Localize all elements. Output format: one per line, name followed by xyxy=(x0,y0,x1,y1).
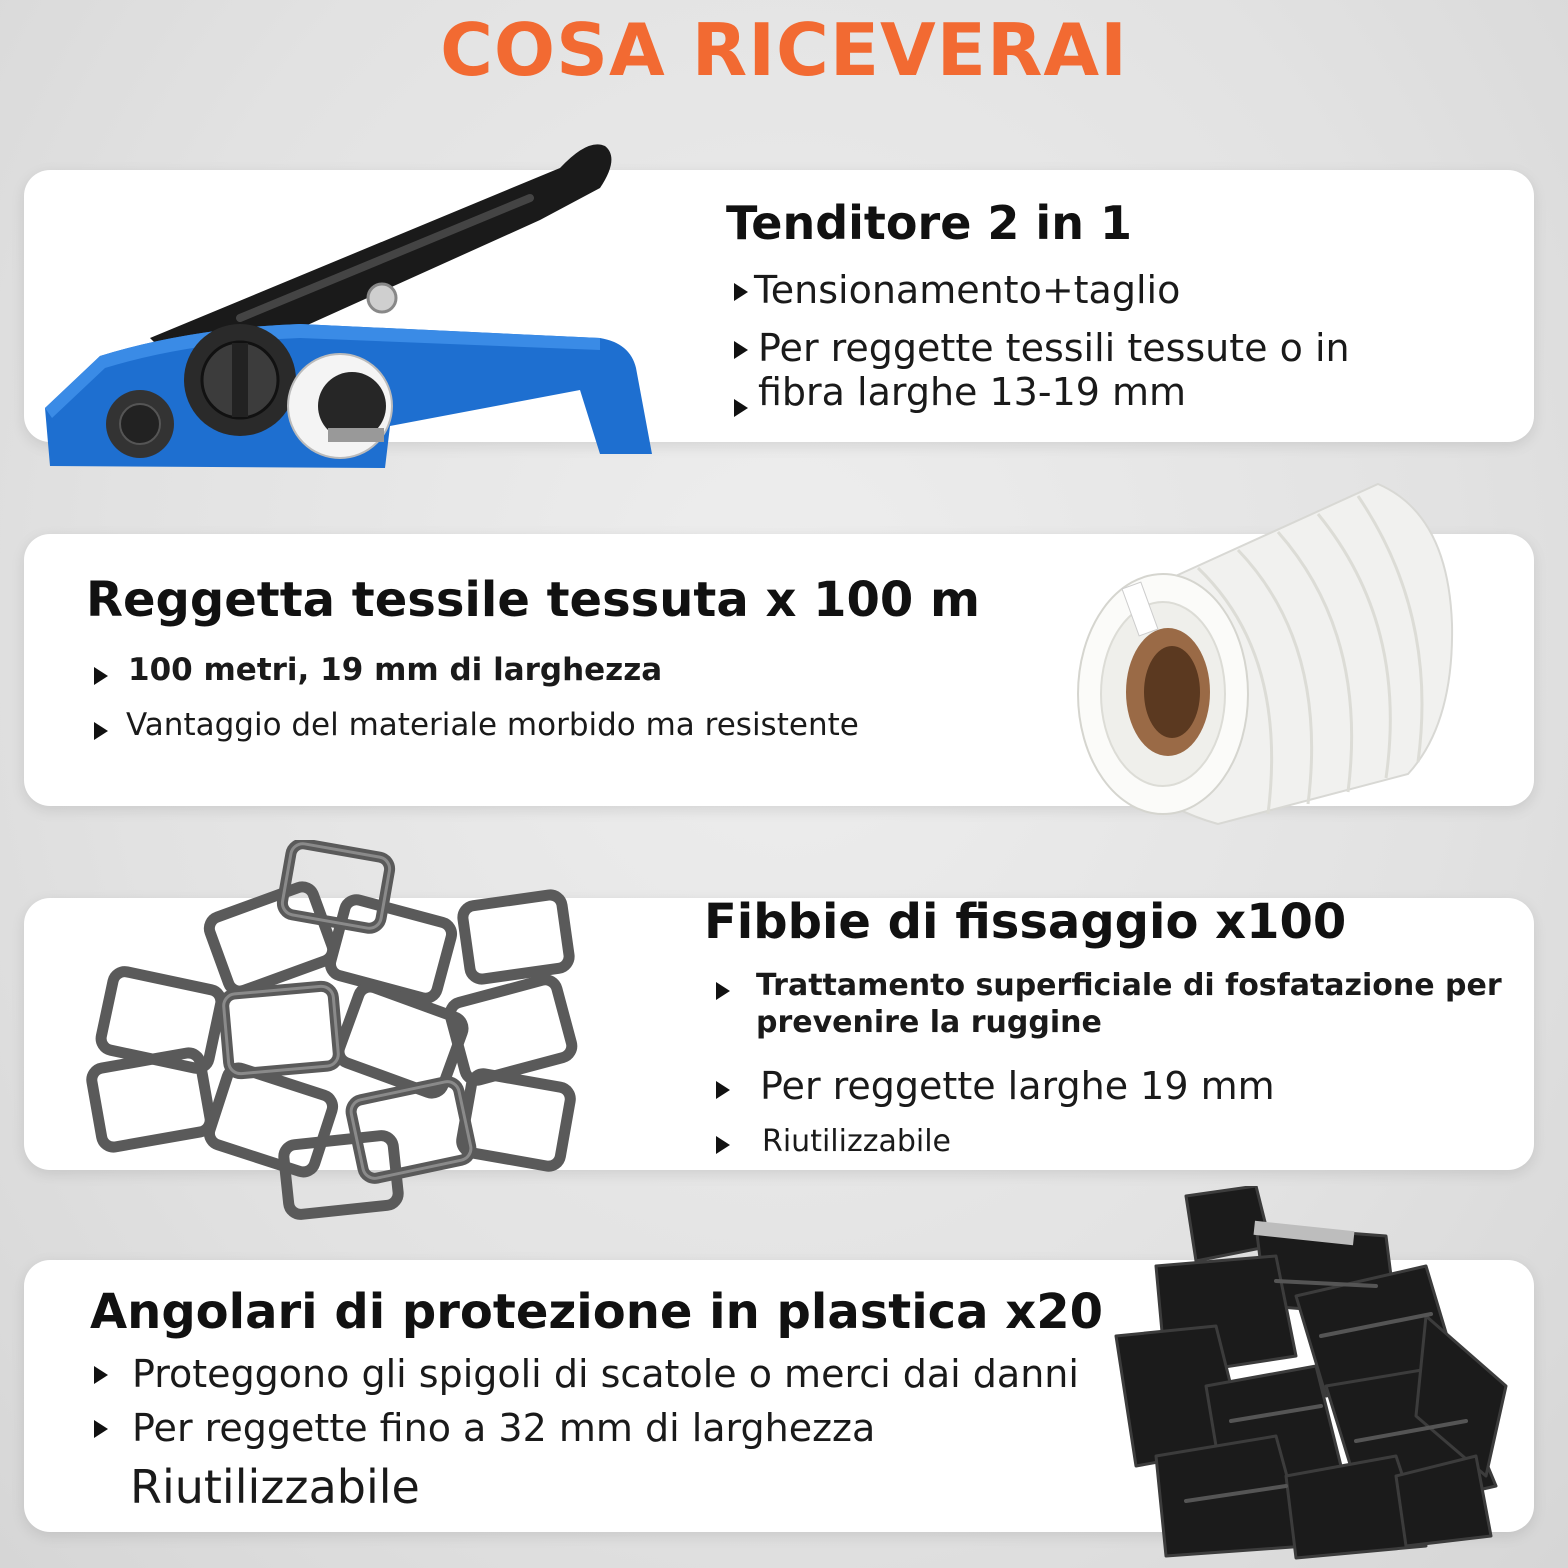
bullet-arrow-icon xyxy=(94,722,108,740)
bullet-text: Per reggette larghe 19 mm xyxy=(760,1064,1275,1108)
bullet-text: Per reggette fino a 32 mm di larghezza xyxy=(132,1406,876,1450)
section-heading: Tenditore 2 in 1 xyxy=(726,196,1132,250)
bullet-text: fibra larghe 13-19 mm xyxy=(758,370,1187,414)
bullet-arrow-icon xyxy=(716,1136,730,1154)
bullet-arrow-icon xyxy=(716,982,730,1000)
page-title: COSA RICEVERAI xyxy=(440,8,1128,92)
bullet-text: Proteggono gli spigoli di scatole o merci dai danni xyxy=(132,1352,1079,1396)
tensioner-tool-image xyxy=(40,128,660,473)
bullet-text: Per reggette tessili tessute o in xyxy=(758,326,1350,370)
bullet-arrow-icon xyxy=(716,1081,730,1099)
plastic-corner-protectors-image xyxy=(1096,1186,1526,1562)
bullet-arrow-icon xyxy=(734,283,748,301)
section-heading: Reggetta tessile tessuta x 100 m xyxy=(86,572,981,628)
bullet-text: prevenire la ruggine xyxy=(756,1005,1102,1040)
bullet-arrow-icon xyxy=(94,1420,108,1438)
bullet-arrow-icon xyxy=(734,399,748,417)
bullet-text: 100 metri, 19 mm di larghezza xyxy=(128,652,663,688)
section-heading: Fibbie di fissaggio x100 xyxy=(704,894,1347,950)
woven-strap-roll-image xyxy=(1068,474,1468,844)
section-heading: Angolari di protezione in plastica x20 xyxy=(90,1284,1103,1340)
metal-buckles-image xyxy=(86,840,596,1230)
bullet-arrow-icon xyxy=(94,667,108,685)
bullet-text: Vantaggio del materiale morbido ma resistente xyxy=(126,707,859,743)
bullet-arrow-icon xyxy=(734,341,748,359)
bullet-arrow-icon xyxy=(94,1366,108,1384)
bullet-text: Trattamento superficiale di fosfatazione per xyxy=(756,968,1502,1003)
bullet-text: Riutilizzabile xyxy=(762,1124,952,1159)
bullet-text: Riutilizzabile xyxy=(130,1460,420,1514)
bullet-text: Tensionamento+taglio xyxy=(754,268,1181,312)
